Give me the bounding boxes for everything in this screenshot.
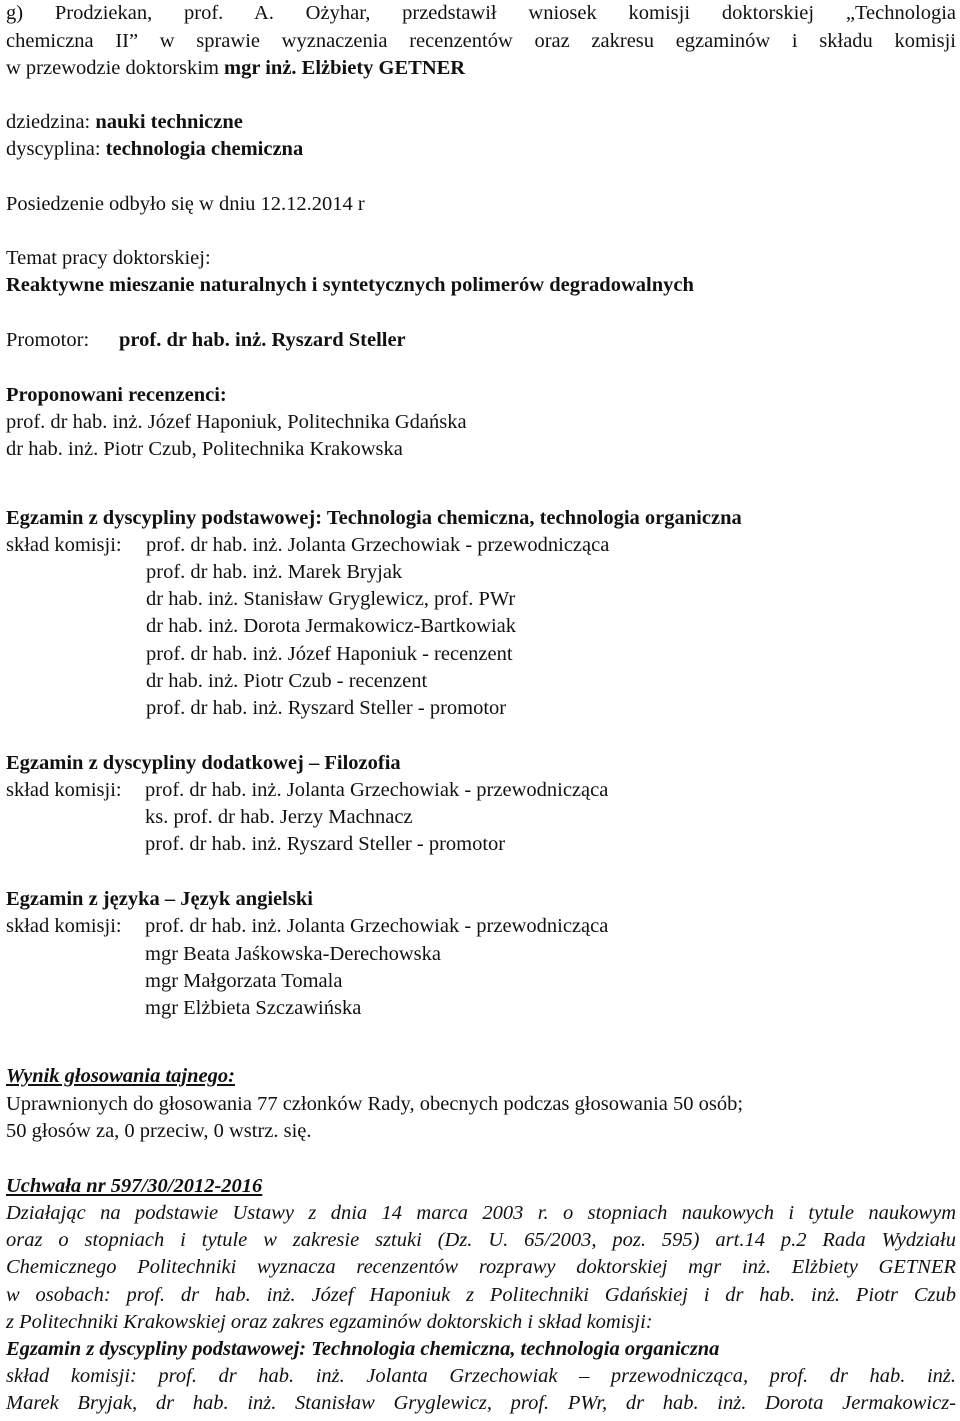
resolution-exam-line: Egzamin z dyscypliny podstawowej: Technologia chemiczna, technologia organiczna: [6, 1338, 720, 1360]
resolution-line: z Politechniki Krakowskiej oraz zakres egzaminów doktorskich i skład komisji:: [6, 1311, 653, 1333]
thesis-title: Reaktywne mieszanie naturalnych i syntetycznych polimerów degradowalnych: [6, 274, 694, 296]
candidate-name: mgr inż. Elżbiety GETNER: [224, 57, 466, 79]
promotor-name: prof. dr hab. inż. Ryszard Steller: [119, 329, 406, 351]
resolution-line: oraz o stopniach i tytule w zakresie sztuki (Dz. U. 65/2003, poz. 595) art.14 p.2 Rada Wydziału: [6, 1229, 956, 1251]
field-domain: [6, 110, 243, 134]
exam-basic-title: Egzamin z dyscypliny podstawowej: Technologia chemiczna, technologia organiczna: [6, 507, 742, 529]
exam-language-label: skład komisji:: [6, 915, 122, 937]
meeting-date: Posiedzenie odbyło się w dniu 12.12.2014 r: [6, 193, 365, 215]
exam-basic-member: dr hab. inż. Piotr Czub - recenzent: [146, 670, 428, 692]
exam-language-member: mgr Elżbieta Szczawińska: [145, 997, 362, 1019]
exam-language-title: Egzamin z języka – Język angielski: [6, 888, 313, 910]
resolution-line: Działając na podstawie Ustawy z dnia 14 marca 2003 r. o stopniach naukowych i tytule naukowym: [6, 1202, 956, 1224]
exam-additional-title: Egzamin z dyscypliny dodatkowej – Filozofia: [6, 752, 401, 774]
exam-basic-member: dr hab. inż. Dorota Jermakowicz-Bartkowiak: [146, 615, 517, 637]
intro-line-3: [6, 56, 465, 80]
exam-additional-label: skład komisji:: [6, 779, 122, 801]
reviewer-item: dr hab. inż. Piotr Czub, Politechnika Krakowska: [6, 438, 403, 460]
discipline-value: technologia chemiczna: [105, 138, 304, 160]
domain-label: dziedzina:: [6, 111, 96, 133]
resolution-line: w osobach: prof. dr hab. inż. Józef Haponiuk z Politechniki Gdańskiej i dr hab. inż. Piotr Czub: [6, 1284, 956, 1306]
exam-additional-member: ks. prof. dr hab. Jerzy Machnacz: [145, 806, 413, 828]
exam-basic-member: prof. dr hab. inż. Jolanta Grzechowiak - przewodnicząca: [146, 534, 610, 556]
reviewer-item: prof. dr hab. inż. Józef Haponiuk, Politechnika Gdańska: [6, 411, 467, 433]
discipline-label: dyscyplina:: [6, 138, 106, 160]
intro-line-3-text: w przewodzie doktorskim: [6, 57, 225, 79]
resolution-title: Uchwała nr 597/30/2012-2016: [6, 1175, 263, 1197]
exam-basic-member: prof. dr hab. inż. Józef Haponiuk - recenzent: [146, 643, 513, 665]
exam-language-member: prof. dr hab. inż. Jolanta Grzechowiak - przewodnicząca: [145, 915, 609, 937]
resolution-tail-line: Marek Bryjak, dr hab. inż. Stanisław Gryglewicz, prof. PWr, dr hab. inż. Dorota Jermakowicz-: [6, 1392, 956, 1414]
intro-line-1: g) Prodziekan, prof. A. Ożyhar, przedstawił wniosek komisji doktorskiej „Technologia: [6, 2, 956, 24]
promotor-label: Promotor:: [6, 329, 90, 351]
domain-value: nauki techniczne: [95, 111, 243, 133]
field-discipline: [6, 137, 303, 161]
exam-additional-member: prof. dr hab. inż. Jolanta Grzechowiak - przewodnicząca: [145, 779, 609, 801]
resolution-line: Chemicznego Politechniki wyznacza recenzentów rozprawy doktorskiej mgr inż. Elżbiety GETNER: [6, 1256, 956, 1278]
exam-basic-member: prof. dr hab. inż. Ryszard Steller - promotor: [146, 697, 507, 719]
exam-basic-member: prof. dr hab. inż. Marek Bryjak: [146, 561, 403, 583]
intro-line-2: chemiczna II” w sprawie wyznaczenia recenzentów oraz zakresu egzaminów i składu komisji: [6, 30, 956, 52]
vote-line-1: Uprawnionych do głosowania 77 członków Rady, obecnych podczas głosowania 50 osób;: [6, 1093, 744, 1115]
vote-title: Wynik głosowania tajnego:: [6, 1065, 235, 1087]
exam-basic-label: skład komisji:: [6, 534, 122, 556]
reviewers-label: Proponowani recenzenci:: [6, 384, 227, 406]
exam-language-member: mgr Małgorzata Tomala: [145, 970, 343, 992]
exam-basic-member: dr hab. inż. Stanisław Gryglewicz, prof. PWr: [146, 588, 516, 610]
thesis-label: Temat pracy doktorskiej:: [6, 247, 211, 269]
resolution-tail-line: skład komisji: prof. dr hab. inż. Jolanta Grzechowiak – przewodnicząca, prof. dr hab. inż.: [6, 1365, 956, 1387]
exam-language-member: mgr Beata Jaśkowska-Derechowska: [145, 943, 442, 965]
exam-additional-member: prof. dr hab. inż. Ryszard Steller - promotor: [145, 833, 506, 855]
vote-line-2: 50 głosów za, 0 przeciw, 0 wstrz. się.: [6, 1120, 312, 1142]
